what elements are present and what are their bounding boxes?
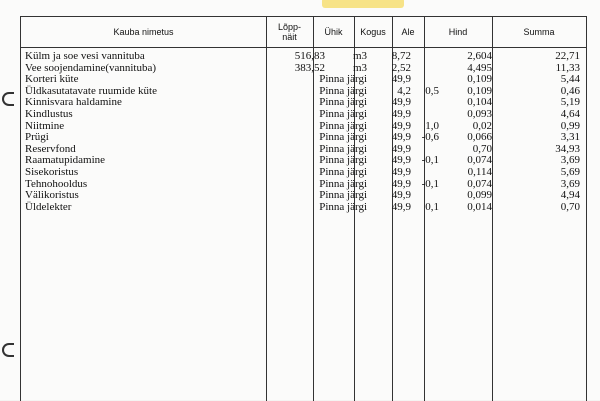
cell-discount: 1,0 bbox=[425, 119, 439, 132]
cell-discount: -0,1 bbox=[421, 177, 439, 190]
cell-quantity: 49,9 bbox=[391, 200, 411, 213]
cell-quantity: 49,9 bbox=[391, 119, 411, 132]
header-reading: Lõpp- näit bbox=[277, 22, 302, 42]
cell-unit: Pinna järgi bbox=[319, 165, 367, 178]
cell-name: Kindlustus bbox=[25, 107, 73, 120]
header-total: Summa bbox=[523, 27, 555, 37]
cell-unit: Pinna järgi bbox=[319, 200, 367, 213]
cell-price: 0,074 bbox=[467, 177, 492, 190]
cell-unit: m3 bbox=[352, 61, 367, 74]
cell-unit: Pinna järgi bbox=[319, 177, 367, 190]
table-row bbox=[21, 190, 586, 202]
table-row bbox=[21, 121, 586, 133]
cell-price: 0,109 bbox=[467, 84, 492, 97]
cell-quantity: 49,9 bbox=[391, 96, 411, 109]
cell-price: 0,104 bbox=[467, 96, 492, 109]
cell-price: 0,093 bbox=[467, 107, 492, 120]
cell-name: Tehnohooldus bbox=[25, 177, 88, 190]
cell-total: 0,99 bbox=[560, 119, 580, 132]
punch-hole-top bbox=[2, 92, 14, 106]
table-row bbox=[21, 144, 586, 156]
cell-price: 0,014 bbox=[467, 200, 492, 213]
cell-unit: Pinna järgi bbox=[319, 131, 367, 144]
table-body bbox=[21, 51, 586, 213]
cell-quantity: 49,9 bbox=[391, 177, 411, 190]
cell-quantity: 49,9 bbox=[391, 189, 411, 202]
cell-price: 0,066 bbox=[467, 131, 492, 144]
cell-total: 0,46 bbox=[560, 84, 580, 97]
table-row bbox=[21, 97, 586, 109]
cell-name: Niitmine bbox=[25, 119, 65, 132]
cell-total: 0,70 bbox=[560, 200, 580, 213]
cell-quantity: 49,9 bbox=[391, 165, 411, 178]
cell-unit: Pinna järgi bbox=[319, 119, 367, 132]
cell-discount: 0,1 bbox=[425, 200, 439, 213]
table-header bbox=[21, 17, 586, 48]
cell-total: 5,19 bbox=[560, 96, 580, 109]
cell-name: Korteri küte bbox=[25, 73, 79, 86]
cell-unit: Pinna järgi bbox=[319, 96, 367, 109]
cell-price: 0,109 bbox=[467, 73, 492, 86]
cell-price: 4,495 bbox=[467, 61, 492, 74]
table-row bbox=[21, 109, 586, 121]
header-name: Kauba nimetus bbox=[113, 27, 174, 37]
table-row bbox=[21, 63, 586, 75]
cell-price: 0,02 bbox=[472, 119, 492, 132]
cell-unit: Pinna järgi bbox=[319, 189, 367, 202]
highlighted-header-stub bbox=[322, 0, 404, 8]
cell-name: Prügi bbox=[25, 131, 49, 144]
cell-name: Külm ja soe vesi vannituba bbox=[25, 50, 145, 62]
cell-name: Sisekoristus bbox=[25, 165, 79, 178]
cell-total: 3,31 bbox=[560, 131, 580, 144]
table-row bbox=[21, 132, 586, 144]
cell-reading: 516,83 bbox=[294, 50, 325, 62]
cell-total: 4,64 bbox=[560, 107, 580, 120]
cell-quantity: 2,52 bbox=[391, 61, 411, 74]
header-discount: Ale bbox=[401, 27, 415, 37]
table-row bbox=[21, 167, 586, 179]
cell-price: 0,099 bbox=[467, 189, 492, 202]
cell-total: 3,69 bbox=[560, 177, 580, 190]
cell-price: 0,114 bbox=[467, 165, 492, 178]
cell-discount: -0,6 bbox=[421, 131, 439, 144]
cell-name: Raamatupidamine bbox=[25, 154, 106, 167]
cell-quantity: 4,2 bbox=[397, 84, 411, 97]
cell-total: 11,33 bbox=[555, 61, 580, 74]
cell-name: Üldelekter bbox=[25, 200, 72, 213]
cell-discount: 0,5 bbox=[425, 84, 439, 97]
cell-quantity: 49,9 bbox=[391, 73, 411, 86]
cell-total: 34,93 bbox=[555, 142, 580, 155]
cell-unit: Pinna järgi bbox=[319, 154, 367, 167]
cell-unit: m3 bbox=[352, 50, 367, 62]
cell-quantity: 49,9 bbox=[391, 142, 411, 155]
cell-quantity: 49,9 bbox=[391, 107, 411, 120]
cell-reading: 383,52 bbox=[294, 61, 325, 74]
cell-quantity: 49,9 bbox=[391, 131, 411, 144]
table-row bbox=[21, 202, 586, 214]
cell-name: Reservfond bbox=[25, 142, 76, 155]
cell-price: 0,074 bbox=[467, 154, 492, 167]
cell-unit: Pinna järgi bbox=[319, 142, 367, 155]
header-quantity: Kogus bbox=[360, 27, 386, 37]
punch-hole-bottom bbox=[2, 343, 14, 357]
cell-total: 5,69 bbox=[560, 165, 580, 178]
invoice-table bbox=[20, 16, 587, 401]
header-price: Hind bbox=[448, 27, 468, 37]
cell-unit: Pinna järgi bbox=[319, 73, 367, 86]
cell-unit: Pinna järgi bbox=[319, 107, 367, 120]
cell-name: Välikoristus bbox=[25, 189, 79, 202]
cell-name: Kinnisvara haldamine bbox=[25, 96, 122, 109]
cell-price: 2,604 bbox=[467, 50, 492, 62]
cell-discount: -0,1 bbox=[421, 154, 439, 167]
cell-total: 3,69 bbox=[560, 154, 580, 167]
cell-name: Vee soojendamine(vannituba) bbox=[25, 61, 157, 74]
table-row bbox=[21, 155, 586, 167]
cell-unit: Pinna järgi bbox=[319, 84, 367, 97]
cell-price: 0,70 bbox=[472, 142, 492, 155]
cell-total: 4,94 bbox=[560, 189, 580, 202]
cell-total: 22,71 bbox=[555, 50, 580, 62]
cell-total: 5,44 bbox=[560, 73, 580, 86]
table-row bbox=[21, 179, 586, 191]
cell-quantity: 8,72 bbox=[391, 50, 411, 62]
header-unit: Ühik bbox=[324, 27, 343, 37]
cell-name: Üldkasutatavate ruumide küte bbox=[25, 84, 157, 97]
cell-quantity: 49,9 bbox=[391, 154, 411, 167]
table-row bbox=[21, 51, 586, 63]
